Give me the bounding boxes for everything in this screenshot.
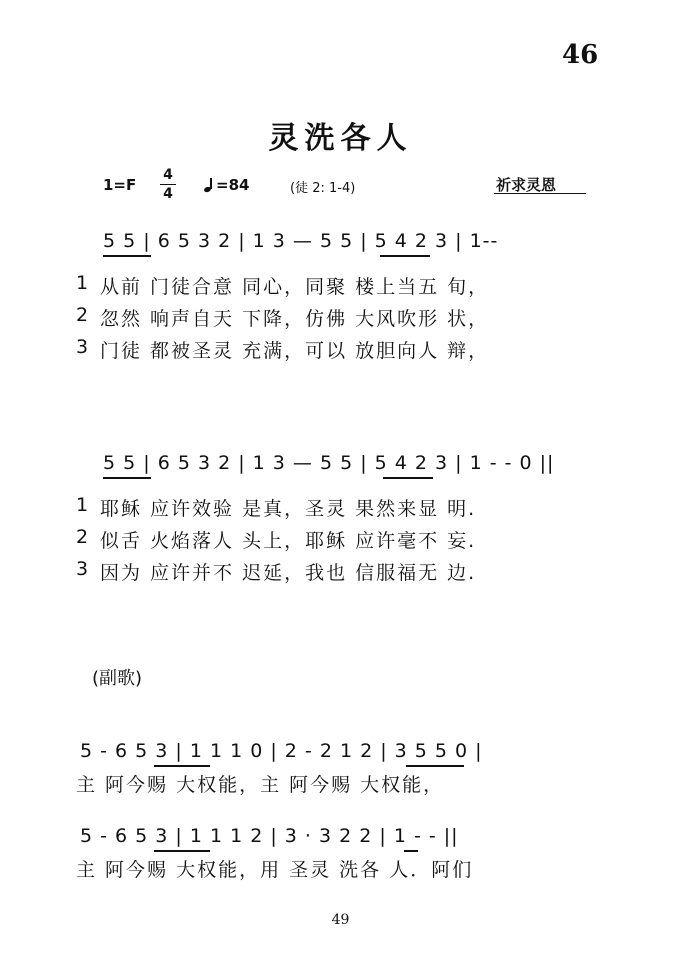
verse-number: 1	[76, 272, 89, 294]
hymn-title: 灵洗各人	[268, 121, 413, 156]
chorus-label: (副歌)	[92, 668, 143, 689]
beam-underline	[406, 765, 464, 767]
chorus-line1-lyrics: 主 阿今赐 大权能，主 阿今赐 大权能，	[76, 774, 445, 796]
beam-underline	[380, 255, 430, 257]
lyric-line: 似舌 火焰落人 头上，耶稣 应许毫不 妄.	[100, 530, 477, 552]
tempo-marking	[204, 176, 249, 194]
lyric-line: 从前 门徒合意 同心，同聚 楼上当五 旬，	[100, 276, 490, 298]
verse-number: 3	[76, 336, 89, 358]
scripture-reference: (徒 2: 1-4)	[290, 181, 356, 196]
beam-underline	[103, 477, 151, 479]
chorus-line1-notation: 5 - 6 5 3 | 1 1 1 0 | 2 - 2 1 2 | 3 5 5 0 |	[80, 740, 483, 762]
chorus-line2-lyrics: 主 阿今赐 大权能，用 圣灵 洗各 人．阿们	[76, 859, 474, 881]
hymn-category: 祈求灵恩	[496, 176, 557, 194]
lyric-line: 耶稣 应许效验 是真，圣灵 果然来显 明.	[100, 498, 477, 520]
key-signature: 1=F	[103, 176, 137, 194]
lyric-line: 忽然 响声自天 下降，仿佛 大风吹形 状，	[100, 308, 490, 330]
lyric-line: 因为 应许并不 迟延，我也 信服福无 边.	[100, 562, 477, 584]
time-signature-divider	[160, 184, 176, 185]
quarter-note-icon	[204, 178, 214, 192]
lyric-line: 门徒 都被圣灵 充满，可以 放胆向人 辩，	[100, 340, 490, 362]
tempo-value: =84	[216, 176, 250, 194]
system1-notation: 5 5 | 6 5 3 2 | 1 3 — 5 5 | 5 4 2 3 | 1--	[103, 230, 499, 252]
time-signature-top: 4	[163, 167, 173, 183]
beam-underline	[383, 477, 433, 479]
beam-underline	[154, 850, 210, 852]
time-signature	[160, 167, 176, 202]
page-number: 49	[331, 912, 350, 928]
beam-underline	[404, 850, 418, 852]
hymn-number: 46	[562, 40, 599, 70]
beam-underline	[154, 765, 210, 767]
beam-underline	[103, 255, 151, 257]
system2-notation: 5 5 | 6 5 3 2 | 1 3 — 5 5 | 5 4 2 3 | 1 - - 0 ||	[103, 452, 555, 474]
category-underline	[494, 193, 586, 194]
verse-number: 2	[76, 526, 89, 548]
chorus-line2-notation: 5 - 6 5 3 | 1 1 1 2 | 3 · 3 2 2 | 1 - - ||	[80, 825, 459, 847]
verse-number: 2	[76, 304, 89, 326]
time-signature-bottom: 4	[163, 186, 173, 202]
verse-number: 3	[76, 558, 89, 580]
verse-number: 1	[76, 494, 89, 516]
